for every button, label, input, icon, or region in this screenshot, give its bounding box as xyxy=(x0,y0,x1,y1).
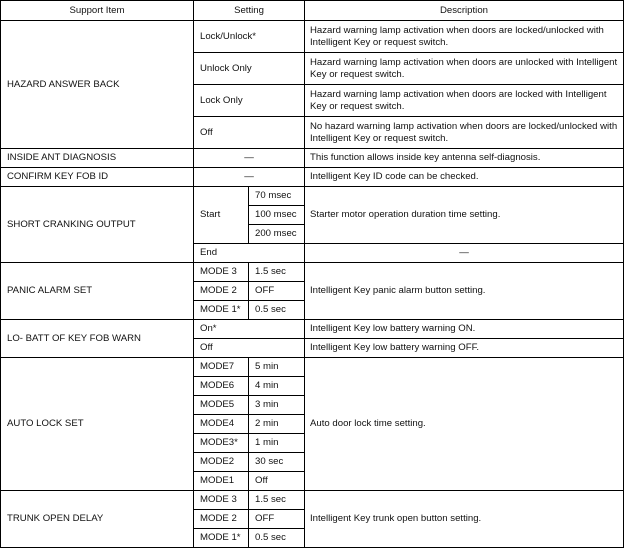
setting-value: Off xyxy=(249,472,305,491)
setting-cell: — xyxy=(194,149,305,168)
setting-start: Start xyxy=(194,187,249,244)
table-row xyxy=(1,320,624,339)
setting-cell: Off xyxy=(194,117,305,149)
description-cell: Intelligent Key panic alarm button setting. xyxy=(305,263,624,320)
setting-value: 5 min xyxy=(249,358,305,377)
setting-cell: Off xyxy=(194,339,305,358)
support-item-short-cranking: SHORT CRANKING OUTPUT xyxy=(1,187,194,263)
setting-mode: MODE 1* xyxy=(194,301,249,320)
setting-value: 30 sec xyxy=(249,453,305,472)
setting-mode: MODE 2 xyxy=(194,282,249,301)
setting-mode: MODE 3 xyxy=(194,491,249,510)
setting-value: 1 min xyxy=(249,434,305,453)
header-support-item: Support Item xyxy=(1,1,194,21)
setting-mode: MODE 2 xyxy=(194,510,249,529)
header-row xyxy=(1,1,624,21)
setting-value: 200 msec xyxy=(249,225,305,244)
header-description: Description xyxy=(305,1,624,21)
setting-cell: Lock Only xyxy=(194,85,305,117)
setting-mode: MODE5 xyxy=(194,396,249,415)
description-cell: Intelligent Key ID code can be checked. xyxy=(305,168,624,187)
table-row xyxy=(1,21,624,53)
support-item-trunk-open: TRUNK OPEN DELAY xyxy=(1,491,194,548)
setting-value: OFF xyxy=(249,510,305,529)
setting-value: 3 min xyxy=(249,396,305,415)
table-row xyxy=(1,187,624,206)
setting-value: 0.5 sec xyxy=(249,301,305,320)
setting-value: OFF xyxy=(249,282,305,301)
header-setting: Setting xyxy=(194,1,305,21)
setting-mode: MODE2 xyxy=(194,453,249,472)
table-row xyxy=(1,491,624,510)
setting-value: 4 min xyxy=(249,377,305,396)
table-row xyxy=(1,168,624,187)
support-item-lo-batt: LO- BATT OF KEY FOB WARN xyxy=(1,320,194,358)
description-cell: Intelligent Key low battery warning ON. xyxy=(305,320,624,339)
table-row xyxy=(1,149,624,168)
support-item-panic-alarm: PANIC ALARM SET xyxy=(1,263,194,320)
setting-value: 100 msec xyxy=(249,206,305,225)
table-row xyxy=(1,358,624,377)
setting-cell: Lock/Unlock* xyxy=(194,21,305,53)
setting-mode: MODE6 xyxy=(194,377,249,396)
setting-mode: MODE 1* xyxy=(194,529,249,548)
table-row xyxy=(1,263,624,282)
setting-cell: On* xyxy=(194,320,305,339)
description-cell: Intelligent Key trunk open button setting. xyxy=(305,491,624,548)
setting-value: 1.5 sec xyxy=(249,263,305,282)
description-cell: This function allows inside key antenna self-diagnosis. xyxy=(305,149,624,168)
support-item-hazard: HAZARD ANSWER BACK xyxy=(1,21,194,149)
setting-mode: MODE3* xyxy=(194,434,249,453)
description-cell: Hazard warning lamp activation when doors are locked/unlocked with Intelligent Key or request switch. xyxy=(305,21,624,53)
setting-value: 0.5 sec xyxy=(249,529,305,548)
description-cell: Hazard warning lamp activation when doors are unlocked with Intelligent Key or request switch. xyxy=(305,53,624,85)
setting-mode: MODE 3 xyxy=(194,263,249,282)
support-item-auto-lock: AUTO LOCK SET xyxy=(1,358,194,491)
setting-value: 2 min xyxy=(249,415,305,434)
setting-mode: MODE4 xyxy=(194,415,249,434)
description-cell: Hazard warning lamp activation when doors are locked with Intelligent Key or request switch. xyxy=(305,85,624,117)
setting-value: 70 msec xyxy=(249,187,305,206)
description-cell: Auto door lock time setting. xyxy=(305,358,624,491)
support-item-inside-ant: INSIDE ANT DIAGNOSIS xyxy=(1,149,194,168)
setting-mode: MODE7 xyxy=(194,358,249,377)
setting-cell: — xyxy=(194,168,305,187)
setting-end: End xyxy=(194,244,305,263)
description-cell: Starter motor operation duration time setting. xyxy=(305,187,624,244)
setting-value: 1.5 sec xyxy=(249,491,305,510)
description-cell: No hazard warning lamp activation when doors are locked/unlocked with Intelligent Key or request switch. xyxy=(305,117,624,149)
setting-mode: MODE1 xyxy=(194,472,249,491)
description-cell: — xyxy=(305,244,624,263)
setting-cell: Unlock Only xyxy=(194,53,305,85)
description-cell: Intelligent Key low battery warning OFF. xyxy=(305,339,624,358)
support-item-confirm-key: CONFIRM KEY FOB ID xyxy=(1,168,194,187)
